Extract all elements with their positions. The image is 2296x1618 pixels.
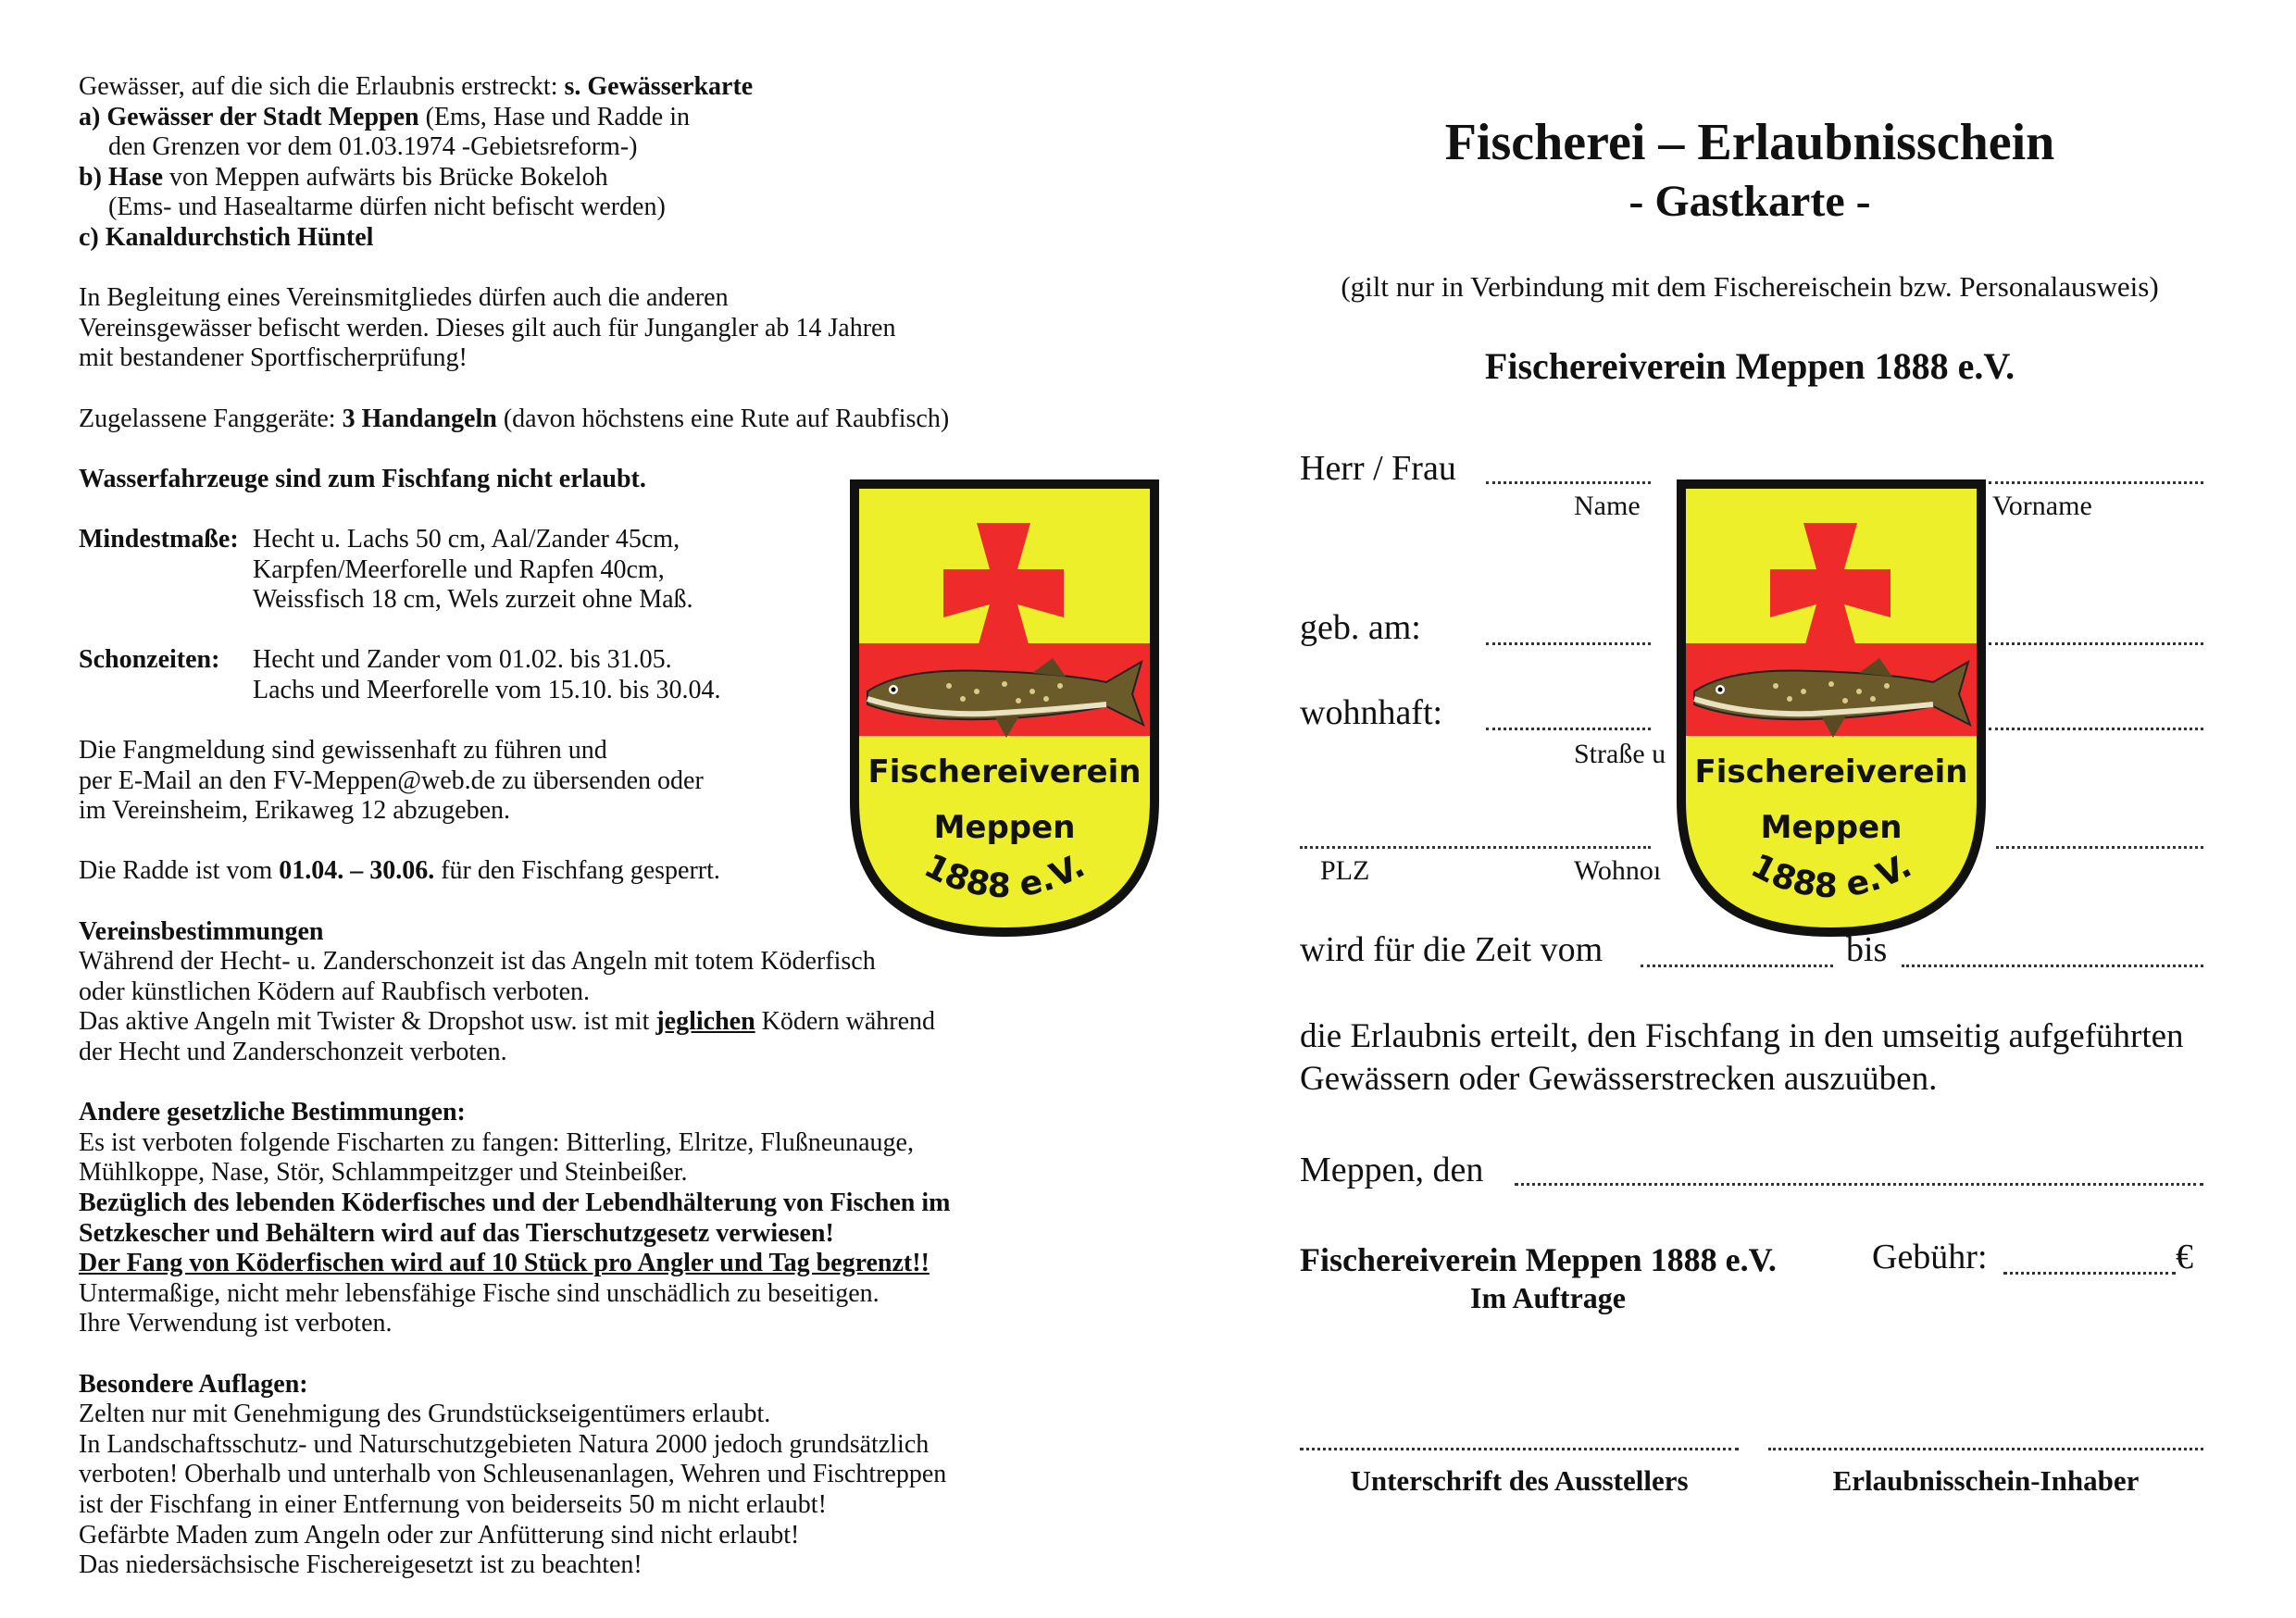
- street-field[interactable]: [1486, 728, 1651, 730]
- special-line: Zelten nur mit Genehmigung des Grundstückseigentümers erlaubt.: [79, 1400, 771, 1429]
- club-emblem: [847, 477, 1162, 940]
- catch-report-line: im Vereinsheim, Erikaweg 12 abzugeben.: [79, 796, 511, 826]
- on-behalf-label: Im Auftrage: [1470, 1281, 1626, 1314]
- birthdate-label: geb. am:: [1300, 608, 1421, 647]
- legal-section: [79, 1098, 1097, 1339]
- club-rules-line3-post: Ködern während: [755, 1007, 936, 1037]
- legal-bold-line: Bezüglich des lebenden Köderfisches und der Lebendhälterung von Fischen im: [79, 1188, 951, 1217]
- special-heading: Besondere Auflagen:: [79, 1369, 308, 1399]
- radde-dates: 01.04. – 30.06.: [279, 856, 435, 886]
- holder-signature-field[interactable]: [1768, 1448, 2203, 1450]
- name-label: Name: [1574, 491, 1641, 521]
- period-to-label: bis: [1846, 930, 1888, 969]
- permit-subtitle: - Gastkarte -: [1628, 177, 1871, 226]
- emblem-club-name: Fischereiverein: [867, 753, 1142, 790]
- period-from-field[interactable]: [1641, 965, 1833, 967]
- period-from-label: wird für die Zeit vom: [1300, 930, 1603, 969]
- radde-post: für den Fischfang gesperrt.: [434, 856, 720, 886]
- special-line: Das niedersächsische Fischereigesetzt ist zu beachten!: [79, 1550, 643, 1580]
- min-size-line: Karpfen/Meerforelle und Rapfen 40cm,: [253, 554, 665, 584]
- emblem-year: 1888 e.V.: [917, 846, 1092, 906]
- club-rules-line: der Hecht und Zanderschonzeit verboten.: [79, 1038, 507, 1066]
- euro-sign: €: [2176, 1238, 2193, 1276]
- waters-a-text: (Ems, Hase und Radde in: [418, 102, 690, 131]
- street-label: Straße u: [1574, 739, 1666, 769]
- holder-signature-label: Erlaubnisschein-Inhaber: [1832, 1464, 2140, 1497]
- place-date-field[interactable]: [1515, 1183, 2203, 1186]
- closed-season-line: Lachs und Meerforelle vom 15.10. bis 30.04.: [253, 675, 721, 704]
- club-rules-emphasis: jeglichen: [655, 1007, 755, 1037]
- waters-b-line2: (Ems- und Hasealtarme dürfen nicht befischt werden): [108, 193, 666, 222]
- radde-pre: Die Radde ist vom: [79, 856, 280, 886]
- waters-b-label: b) Hase: [79, 162, 163, 192]
- waters-intro: Gewässer, auf die sich die Erlaubnis erstreckt:: [79, 72, 565, 101]
- club-rules-line: oder künstlichen Ködern auf Raubfisch verboten.: [79, 977, 591, 1006]
- waters-section: [79, 72, 1097, 254]
- legal-line: Es ist verboten folgende Fischarten zu fangen: Bitterling, Elritze, Flußneunauge,: [79, 1127, 914, 1157]
- waters-c-label: c) Kanaldurchstich Hüntel: [79, 222, 374, 252]
- birthdate-field-2[interactable]: [1989, 642, 2203, 645]
- gear-label: Zugelassene Fanggeräte:: [79, 404, 343, 433]
- residence-label: wohnhaft:: [1300, 693, 1443, 732]
- city-label: Wohnoı: [1574, 855, 1662, 886]
- permit-title: Fischerei – Erlaubnisschein: [1444, 114, 2055, 171]
- club-rules-section: [79, 917, 1097, 1068]
- special-line: verboten! Oberhalb und unterhalb von Schleusenanlagen, Wehren und Fischtreppen: [79, 1460, 947, 1489]
- legal-heading: Andere gesetzliche Bestimmungen:: [79, 1098, 466, 1127]
- closed-seasons-label: Schonzeiten:: [79, 645, 220, 675]
- legal-bold-line: Setzkescher und Behältern wird auf das Tierschutzgesetz verwiesen!: [79, 1218, 834, 1248]
- special-line: Gefärbte Maden zum Angeln oder zur Anfütterung sind nicht erlaubt!: [79, 1520, 800, 1550]
- place-date-label: Meppen, den: [1300, 1151, 1484, 1189]
- name-field[interactable]: [1486, 481, 1651, 484]
- club-name: Fischereiverein Meppen 1888 e.V.: [1484, 345, 2015, 387]
- bait-fish-limit: Der Fang von Köderfischen wird auf 10 Stück pro Angler und Tag begrenzt!!: [79, 1249, 930, 1278]
- companion-section: [79, 283, 1097, 374]
- permission-text-line2: Gewässern oder Gewässerstrecken auszuüben.: [1300, 1060, 1938, 1098]
- permission-text-line1: die Erlaubnis erteilt, den Fischfang in den umseitig aufgeführten: [1300, 1017, 2184, 1055]
- min-size-line: Weissfisch 18 cm, Wels zurzeit ohne Maß.: [253, 585, 693, 615]
- issuer-signature-field[interactable]: [1300, 1448, 1739, 1450]
- gear-section: [79, 404, 1097, 435]
- emblem-year: 1888 e.V.: [1744, 846, 1918, 906]
- club-emblem-watermark: [1674, 477, 1989, 940]
- special-line: ist der Fischfang in einer Entfernung von beiderseits 50 m nicht erlaubt!: [79, 1489, 827, 1519]
- postal-code-field[interactable]: [1300, 846, 1651, 849]
- waters-a-line2: den Grenzen vor dem 01.03.1974 -Gebietsreform-): [108, 132, 638, 162]
- firstname-field[interactable]: [1989, 481, 2203, 484]
- special-line: In Landschaftsschutz- und Naturschutzgebieten Natura 2000 jedoch grundsätzlich: [79, 1429, 930, 1459]
- catch-report-line: Die Fangmeldung sind gewissenhaft zu führen und: [79, 736, 607, 765]
- street-field-2[interactable]: [1989, 728, 2203, 730]
- min-sizes-label: Mindestmaße:: [79, 524, 239, 554]
- legal-line: Mühlkoppe, Nase, Stör, Schlammpeitzger und Steinbeißer.: [79, 1158, 688, 1188]
- legal-line: Ihre Verwendung ist verboten.: [79, 1309, 393, 1338]
- period-to-field[interactable]: [1902, 965, 2203, 967]
- waters-map-ref: s. Gewässerkarte: [564, 72, 754, 101]
- emblem-club-name: Fischereiverein: [1694, 753, 1968, 790]
- catch-report-line: per E-Mail an den FV-Meppen@web.de zu übersenden oder: [79, 765, 704, 795]
- firstname-label: Vorname: [1992, 491, 2092, 521]
- special-section: [79, 1370, 1097, 1581]
- validity-note: (gilt nur in Verbindung mit dem Fischereischein bzw. Personalausweis): [1341, 270, 2159, 303]
- legal-line: Untermaßige, nicht mehr lebensfähige Fische sind unschädlich zu beseitigen.: [79, 1278, 880, 1308]
- issuer-club: Fischereiverein Meppen 1888 e.V.: [1300, 1241, 1777, 1278]
- birthdate-field[interactable]: [1486, 642, 1651, 645]
- min-size-line: Hecht u. Lachs 50 cm, Aal/Zander 45cm,: [253, 524, 680, 554]
- companion-line: In Begleitung eines Vereinsmitgliedes dürfen auch die anderen: [79, 283, 729, 313]
- emblem-city: Meppen: [933, 809, 1076, 846]
- closed-season-line: Hecht und Zander vom 01.02. bis 31.05.: [253, 645, 672, 675]
- club-rules-line: Während der Hecht- u. Zanderschonzeit ist das Angeln mit totem Köderfisch: [79, 947, 876, 977]
- club-rules-line3-pre: Das aktive Angeln mit Twister & Dropshot usw. ist mit: [79, 1007, 656, 1037]
- companion-line: Vereinsgewässer befischt werden. Dieses gilt auch für Jungangler ab 14 Jahren: [79, 313, 896, 342]
- boats-rule: Wasserfahrzeuge sind zum Fischfang nicht erlaubt.: [79, 464, 646, 493]
- gear-count: 3 Handangeln: [342, 404, 497, 433]
- companion-line: mit bestandener Sportfischerprüfung!: [79, 343, 468, 373]
- city-field[interactable]: [1996, 846, 2203, 849]
- emblem-city: Meppen: [1760, 809, 1903, 846]
- fee-field[interactable]: [2003, 1272, 2176, 1275]
- fee-label: Gebühr:: [1872, 1238, 1988, 1276]
- waters-a-label: a) Gewässer der Stadt Meppen: [79, 102, 419, 131]
- postal-code-label: PLZ: [1320, 855, 1370, 886]
- salutation-label: Herr / Frau: [1300, 449, 1456, 488]
- issuer-signature-label: Unterschrift des Ausstellers: [1350, 1464, 1689, 1497]
- waters-b-text: von Meppen aufwärts bis Brücke Bokeloh: [163, 162, 608, 192]
- gear-rest: (davon höchstens eine Rute auf Raubfisch): [496, 404, 950, 433]
- club-rules-heading: Vereinsbestimmungen: [79, 916, 324, 946]
